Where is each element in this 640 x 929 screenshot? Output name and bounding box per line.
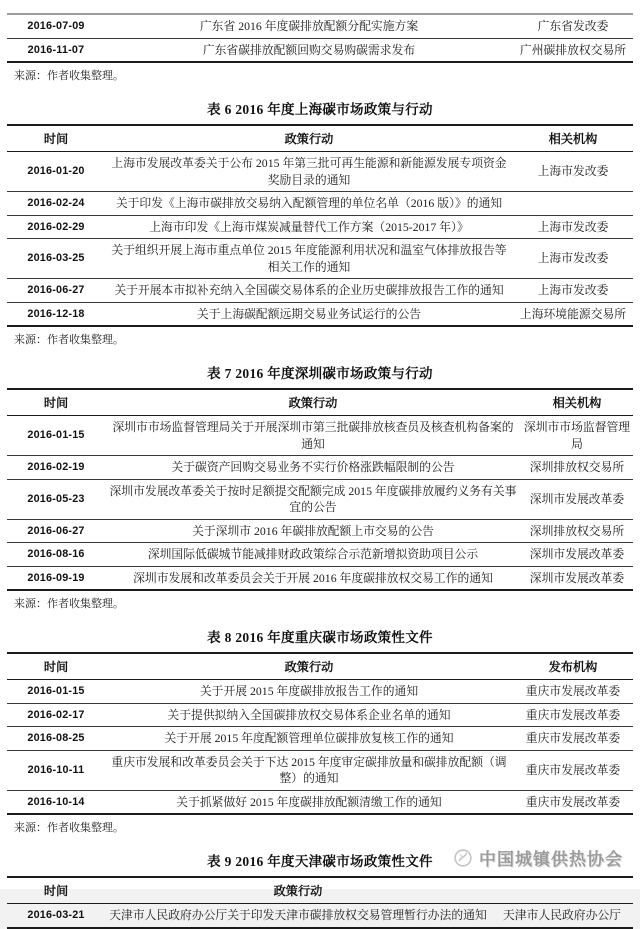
watermark-text: 中国城镇供热协会 (479, 850, 623, 869)
date-cell: 2016-02-17 (27, 708, 85, 721)
org-cell: 重庆市发展改革委 (525, 762, 621, 777)
org-cell: 深圳市发展改革委 (529, 491, 625, 506)
date-cell: 2016-02-19 (27, 461, 85, 473)
header-action: 政策行动 (273, 884, 323, 898)
policy-table (7, 388, 633, 591)
header-org (491, 877, 633, 904)
table-section (7, 626, 633, 836)
header-org: 相关机构 (548, 132, 598, 146)
table-header (7, 877, 633, 904)
table-row (7, 239, 633, 279)
header-org: 发布机构 (548, 660, 598, 674)
table-section (7, 98, 633, 348)
header-time: 时间 (43, 132, 69, 146)
table-row (7, 566, 633, 590)
date-cell: 2016-06-27 (27, 524, 85, 537)
org-cell (513, 192, 633, 216)
org-cell: 深圳市发展改革委 (529, 570, 625, 585)
date-cell: 2016-10-11 (27, 763, 85, 776)
date-cell: 2016-12-18 (27, 307, 85, 320)
date-cell: 2016-10-14 (27, 795, 85, 808)
table-title: 表 6 2016 年度上海碳市场政策与行动 (207, 102, 433, 117)
org-cell: 天津市人民政府办公厅 (503, 908, 621, 922)
table-row (7, 904, 633, 928)
date-cell: 2016-06-27 (27, 284, 85, 296)
action-cell: 关于提供拟纳入全国碳排放权交易体系企业名单的通知 (167, 707, 451, 722)
action-cell: 深圳国际低碳城节能减排财政政策综合示范新增拟资助项目公示 (147, 547, 479, 561)
date-cell: 2016-05-23 (27, 492, 85, 505)
source-note: 来源：作者收集整理。 (14, 334, 124, 346)
date-cell: 2016-01-20 (27, 165, 85, 178)
action-cell: 关于开展 2015 年度碳排放报告工作的通知 (199, 684, 419, 698)
action-cell: 广东省碳排放配额回购交易购碳需求发布 (202, 42, 416, 57)
action-cell: 关于抓紧做好 2015 年度碳排放配额清缴工作的通知 (176, 794, 442, 809)
table-header (7, 653, 633, 680)
org-cell: 上海市发改委 (537, 283, 609, 297)
action-cell: 关于开展本市拟补充纳入全国碳交易体系的企业历史碳排放报告工作的通知 (114, 283, 504, 297)
action-cell: 关于深圳市 2016 年碳排放配额上市交易的公告 (192, 523, 434, 538)
date-cell: 2016-01-15 (27, 429, 85, 442)
table-row (7, 416, 633, 456)
org-cell: 上海环境能源交易所 (519, 306, 627, 321)
date-cell: 2016-02-24 (27, 197, 85, 209)
action-cell: 深圳市发展和改革委员会关于开展 2016 年度碳排放权交易工作的通知 (133, 570, 493, 585)
date-cell: 2016-09-19 (27, 571, 85, 584)
org-cell: 上海市发改委 (537, 251, 609, 266)
date-cell: 2016-02-29 (27, 220, 85, 233)
org-cell: 广州碳排放权交易所 (519, 42, 627, 57)
table-row (7, 456, 633, 480)
org-cell: 深圳市发展改革委 (529, 547, 625, 561)
action-cell: 深圳市市场监督管理局关于开展深圳市第三批碳排放核查员及核查机构备案的通知 (112, 420, 514, 451)
org-cell: 上海市发改委 (537, 219, 609, 234)
policy-table (7, 13, 633, 63)
table-row (7, 790, 633, 814)
date-cell: 2016-01-15 (27, 685, 85, 697)
action-cell: 关于印发《上海市碳排放交易纳入配额管理的单位名单（2016 版）》的通知 (115, 196, 503, 210)
org-cell: 重庆市发展改革委 (525, 794, 621, 809)
table-header (7, 389, 633, 416)
table-row (7, 703, 633, 727)
header-action: 政策行动 (284, 132, 334, 146)
table-row (7, 38, 633, 62)
org-cell: 上海市发改委 (537, 164, 609, 179)
header-time: 时间 (43, 396, 69, 410)
table-row (7, 302, 633, 326)
table-section (7, 850, 633, 929)
date-cell: 2016-03-21 (27, 909, 85, 921)
table-row (7, 727, 633, 751)
action-cell: 关于开展 2015 年度配额管理单位碳排放复核工作的通知 (164, 731, 454, 745)
action-cell: 上海市发展改革委关于公布 2015 年第三批可再生能源和新能源发展专项资金奖励目录的通知 (111, 156, 507, 187)
tables-container (7, 13, 633, 929)
action-cell: 广东省 2016 年度碳排放配额分配实施方案 (199, 19, 419, 33)
action-cell: 关于上海碳配额远期交易业务试运行的公告 (196, 306, 422, 321)
table-section (7, 362, 633, 612)
table-row (7, 479, 633, 519)
org-cell: 重庆市发展改革委 (525, 707, 621, 722)
table-row (7, 14, 633, 38)
table-row (7, 215, 633, 239)
table-title: 表 9 2016 年度天津碳市场政策性文件 (207, 854, 433, 869)
table-title: 表 7 2016 年度深圳碳市场政策与行动 (207, 366, 433, 381)
table-row (7, 543, 633, 567)
table-row (7, 750, 633, 790)
header-time: 时间 (43, 660, 69, 674)
header-action: 政策行动 (284, 660, 334, 674)
action-cell: 重庆市发展和改革委员会关于下达 2015 年度审定碳排放量和碳排放配额（调整）的通知 (111, 754, 507, 785)
action-cell: 关于碳资产回购交易业务不实行价格涨跌幅限制的公告 (171, 460, 455, 474)
policy-table (7, 876, 633, 929)
header-action: 政策行动 (288, 396, 338, 410)
date-cell: 2016-08-25 (27, 732, 85, 744)
org-cell: 重庆市发展改革委 (525, 731, 621, 745)
table-header (7, 125, 633, 152)
action-cell: 关于组织开展上海市重点单位 2015 年度能源利用状况和温室气体排放报告等相关工作的通知 (111, 243, 507, 274)
action-cell: 深圳市发展改革委关于按时足额提交配额完成 2015 年度碳排放履约义务有关事宜的公告 (109, 483, 517, 514)
org-cell: 重庆市发展改革委 (525, 684, 621, 698)
policy-table (7, 652, 633, 815)
org-cell: 深圳排放权交易所 (529, 460, 625, 474)
source-note: 来源：作者收集整理。 (14, 70, 124, 82)
table-row (7, 192, 633, 216)
date-cell: 2016-08-16 (27, 548, 85, 560)
table-row (7, 680, 633, 704)
table-title: 表 8 2016 年度重庆碳市场政策性文件 (207, 630, 433, 645)
table-row (7, 519, 633, 543)
action-cell: 天津市人民政府办公厅关于印发天津市碳排放权交易管理暂行办法的通知 (109, 908, 487, 922)
date-cell: 2016-11-07 (27, 43, 85, 56)
policy-table (7, 124, 633, 327)
date-cell: 2016-07-09 (27, 20, 85, 32)
header-org: 相关机构 (552, 396, 602, 410)
table-row (7, 279, 633, 303)
table-section (7, 13, 633, 84)
source-note: 来源：作者收集整理。 (14, 822, 124, 834)
date-cell: 2016-03-25 (27, 252, 85, 265)
org-cell: 广东省发改委 (537, 19, 609, 33)
org-cell: 深圳排放权交易所 (529, 523, 625, 538)
source-note: 来源：作者收集整理。 (14, 598, 124, 610)
header-time: 时间 (43, 884, 69, 898)
org-cell: 深圳市市场监督管理局 (523, 420, 631, 451)
action-cell: 上海市印发《上海市煤炭减量替代工作方案（2015-2017 年）》 (149, 219, 469, 234)
table-row (7, 152, 633, 192)
